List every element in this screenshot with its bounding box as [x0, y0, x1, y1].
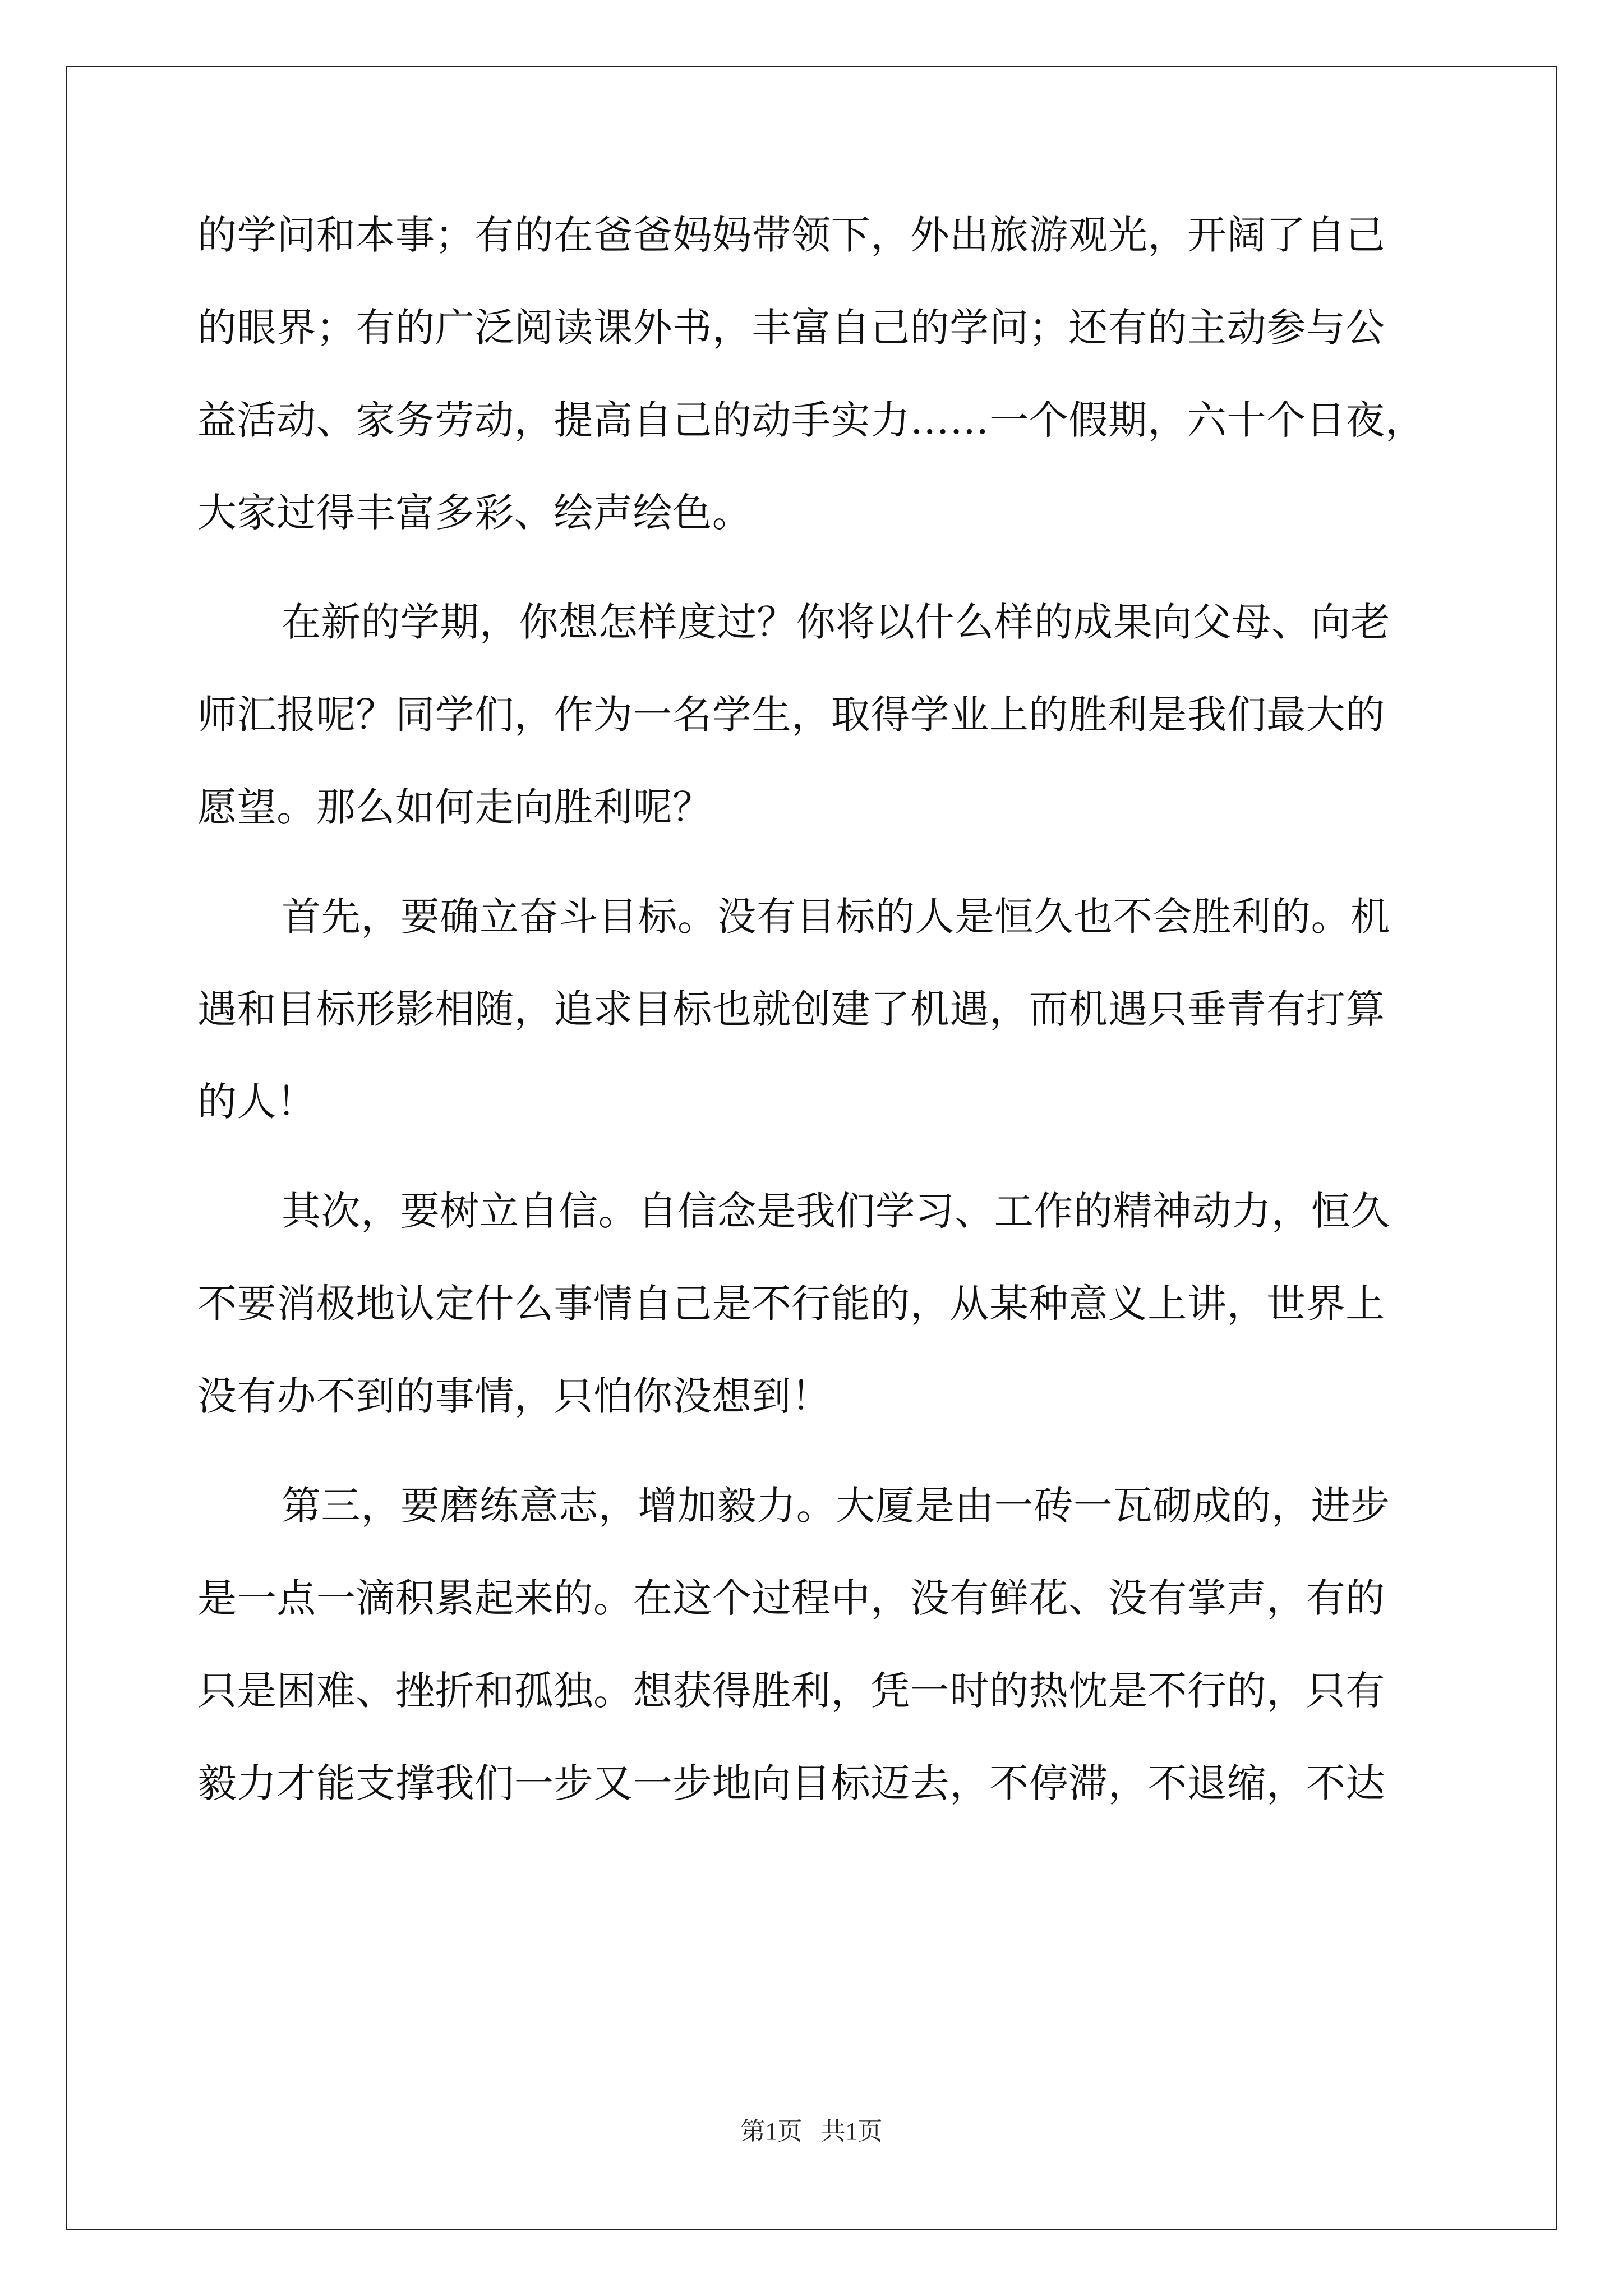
text-line: 遇和目标形影相随，追求目标也就创建了机遇，而机遇只垂青有打算 [197, 986, 1385, 1032]
paragraph-start-line: 在新的学期，你想怎样度过？你将以什么样的成果向父母、向老 [282, 599, 1390, 645]
text-line: 不要消极地认定什么事情自己是不行能的，从某种意义上讲，世界上 [197, 1281, 1385, 1327]
paragraph-start-line: 第三，要磨练意志，增加毅力。大厦是由一砖一瓦砌成的，进步 [282, 1483, 1390, 1529]
text-line: 师汇报呢？同学们，作为一名学生，取得学业上的胜利是我们最大的 [197, 692, 1385, 738]
text-line: 愿望。那么如何走向胜利呢？ [197, 784, 712, 830]
text-line: 的眼界；有的广泛阅读课外书，丰富自己的学问；还有的主动参与公 [197, 305, 1385, 351]
text-line: 的人！ [197, 1079, 316, 1125]
text-line: 大家过得丰富多彩、绘声绘色。 [197, 490, 752, 536]
text-line: 益活动、家务劳动，提高自己的动手实力……一个假期，六十个日夜， [197, 397, 1425, 443]
document-body [197, 189, 1448, 1830]
paragraph-start-line: 首先，要确立奋斗目标。没有目标的人是恒久也不会胜利的。机 [282, 894, 1390, 940]
text-line: 毅力才能支撑我们一步又一步地向目标迈去，不停滞，不退缩，不达 [197, 1760, 1385, 1806]
page-number-footer: 第1页 共1页 [740, 2118, 883, 2145]
text-line: 只是困难、挫折和孤独。想获得胜利，凭一时的热忱是不行的，只有 [197, 1668, 1385, 1714]
paragraph-start-line: 其次，要树立自信。自信念是我们学习、工作的精神动力，恒久 [282, 1188, 1390, 1234]
text-line: 没有办不到的事情，只怕你没想到！ [197, 1373, 831, 1419]
text-line: 是一点一滴积累起来的。在这个过程中，没有鲜花、没有掌声，有的 [197, 1575, 1385, 1621]
text-line: 的学问和本事；有的在爸爸妈妈带领下，外出旅游观光，开阔了自己 [197, 212, 1385, 258]
